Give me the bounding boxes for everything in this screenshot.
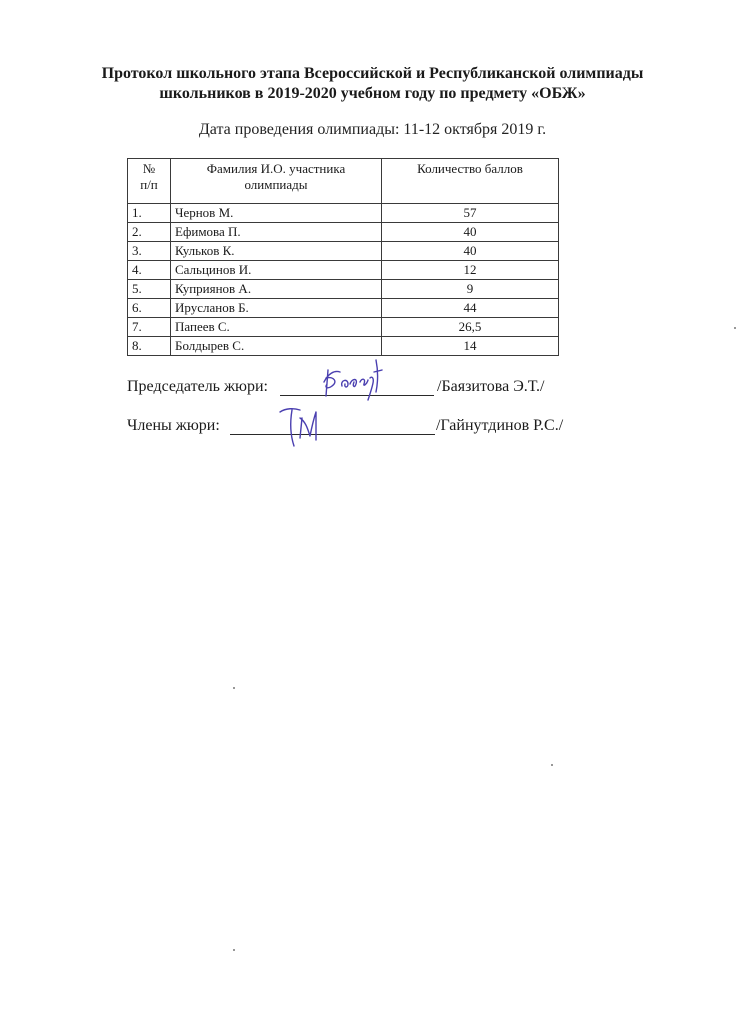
participant-score: 44 — [382, 299, 559, 318]
scan-speck — [551, 764, 553, 766]
chair-signature — [318, 356, 388, 402]
scan-speck — [233, 687, 235, 689]
title-line-2: школьников в 2019-2020 учебном году по предмету «ОБЖ» — [159, 85, 586, 102]
row-number: 5. — [128, 280, 171, 299]
participant-score: 12 — [382, 261, 559, 280]
title-line-1: Протокол школьного этапа Всероссийской и Республиканской олимпиады — [101, 65, 644, 82]
header-number-label: п/п — [140, 177, 158, 192]
header-participant — [171, 159, 382, 204]
participant-name: Сальцинов И. — [171, 261, 382, 280]
participant-score: 9 — [382, 280, 559, 299]
participant-name: Ефимова П. — [171, 223, 382, 242]
row-number: 2. — [128, 223, 171, 242]
document-title — [0, 64, 745, 104]
participant-name: Папеев С. — [171, 318, 382, 337]
participant-score: 26,5 — [382, 318, 559, 337]
table-row — [128, 204, 559, 223]
row-number: 8. — [128, 337, 171, 356]
participant-score: 57 — [382, 204, 559, 223]
scan-speck — [233, 949, 235, 951]
participant-score: 40 — [382, 223, 559, 242]
participant-name: Кульков К. — [171, 242, 382, 261]
table-row — [128, 261, 559, 280]
row-number: 6. — [128, 299, 171, 318]
members-label: Члены жюри: — [127, 417, 220, 434]
member-name: /Гайнутдинов Р.С./ — [436, 417, 564, 434]
scan-speck — [734, 327, 736, 329]
olympiad-date: Дата проведения олимпиады: 11-12 октября 2019 г. — [198, 121, 547, 138]
header-number-symbol: № — [142, 161, 156, 176]
chair-name: /Баязитова Э.Т./ — [437, 378, 545, 395]
table-row — [128, 318, 559, 337]
participant-score: 40 — [382, 242, 559, 261]
table-row — [128, 299, 559, 318]
participant-name: Чернов М. — [171, 204, 382, 223]
row-number: 1. — [128, 204, 171, 223]
member-signature — [276, 404, 326, 452]
row-number: 3. — [128, 242, 171, 261]
participant-name: Ирусланов Б. — [171, 299, 382, 318]
results-table — [127, 158, 559, 356]
members-signature-line — [230, 434, 435, 435]
participant-score: 14 — [382, 337, 559, 356]
table-row — [128, 280, 559, 299]
header-score: Количество баллов — [382, 159, 559, 204]
row-number: 4. — [128, 261, 171, 280]
table-header-row — [128, 159, 559, 204]
header-number — [128, 159, 171, 204]
header-participant-line-2: олимпиады — [244, 177, 308, 192]
row-number: 7. — [128, 318, 171, 337]
table-row — [128, 223, 559, 242]
table-row — [128, 242, 559, 261]
participant-name: Куприянов А. — [171, 280, 382, 299]
table-row — [128, 337, 559, 356]
chair-label: Председатель жюри: — [127, 378, 268, 395]
header-participant-line-1: Фамилия И.О. участника — [206, 161, 346, 176]
participant-name: Болдырев С. — [171, 337, 382, 356]
results-body — [128, 204, 559, 356]
